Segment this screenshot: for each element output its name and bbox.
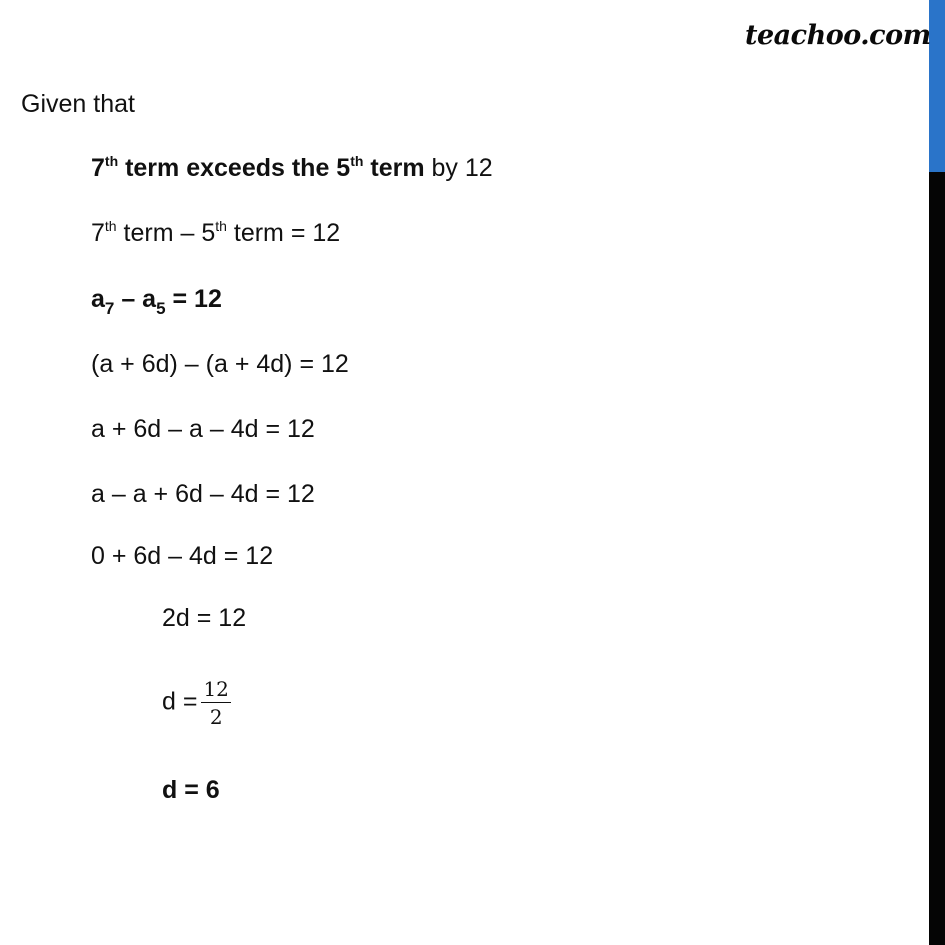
equation-step-2: a – a + 6d – 4d = 12 [91,480,315,508]
superscript-th: th [215,218,227,234]
teachoo-logo: teachoo.com [745,20,931,51]
fraction-lhs: d = [162,687,198,716]
final-answer: d = 6 [162,776,220,804]
statement-rest: by 12 [424,154,493,182]
term-5-number: 5 [336,154,351,182]
equation-terms [91,218,340,251]
given-heading: Given that [21,90,135,118]
sidebar-accent-bar [929,0,945,172]
equation-mid: term – [116,219,202,247]
fraction-denominator: 2 [209,705,223,729]
equation-end: term = 12 [226,219,341,247]
fraction [201,678,230,728]
equation-expanded: (a + 6d) – (a + 4d) = 12 [91,350,349,378]
superscript-th: th [350,153,364,169]
equation-step-3: 0 + 6d – 4d = 12 [91,542,274,570]
equation-fraction [162,678,231,728]
term-5-number: 5 [201,219,216,247]
term-7-number: 7 [91,219,105,247]
term-7-number: 7 [91,154,105,182]
equation-2d: 2d = 12 [162,604,247,632]
superscript-th: th [104,153,119,169]
equation-a7-a5 [91,284,222,317]
subscript-7: 7 [104,299,115,318]
statement-bold-end: term [363,154,425,182]
fraction-numerator: 12 [203,677,229,701]
subscript-5: 5 [156,299,166,318]
equation-rhs: = 12 [165,285,222,313]
superscript-th: th [104,218,117,234]
equation-step-1: a + 6d – a – 4d = 12 [91,415,315,443]
given-statement [91,153,493,186]
minus-a-symbol: – a [114,285,157,313]
statement-bold-mid: term exceeds the [118,154,337,182]
a-symbol: a [91,285,105,313]
